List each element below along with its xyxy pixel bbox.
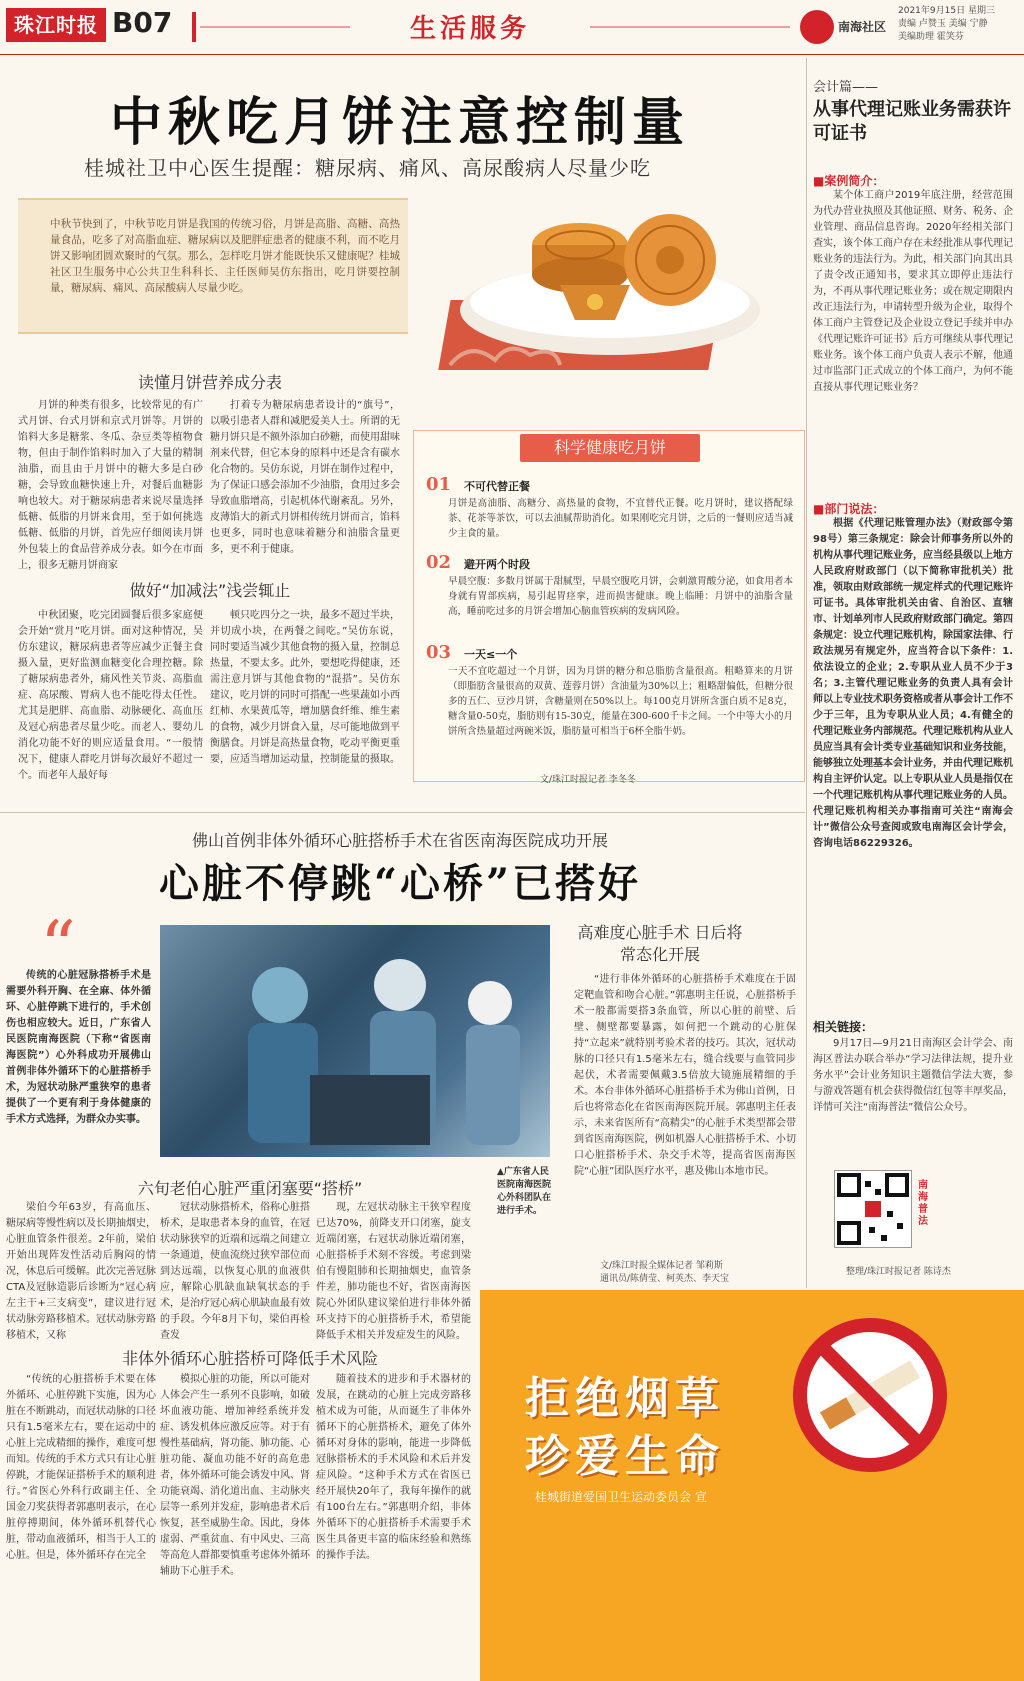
case-heading: 六旬老伯心脏严重闭塞要“搭桥”: [137, 1179, 363, 1198]
mooncake-icon: [624, 214, 716, 306]
assistant-credit: 美编助理 霍笑芬: [898, 32, 964, 42]
tip-body: 早晨空腹：多数月饼属于甜腻型，早晨空腹吃月饼，会刺激胃酸分泌，如食用者本身就有胃部疾病，易引起胃痉挛，进而损害健康。晚上临睡：月饼中的油脂含量高，睡前吃过多的月饼会增加心脑血管疾病的发病风险。: [448, 576, 793, 617]
addition-heading: 做好“加减法”浅尝辄止: [129, 581, 291, 600]
photo-caption: ▲广东省人民医院南海医院心外科团队在进行手术。: [497, 1167, 552, 1216]
intro-text: 中秋节快到了，中秋节吃月饼是我国的传统习俗，月饼是高脂、高糖、高热量食品，吃多了对高脂血症、糖尿病以及肥胖症患者的健康不利，而不吃月饼又影响团圆欢聚时的气氛。那么，怎样吃月饼才能既快乐又健康呢？桂城社区卫生服务中心公共卫生科科长、主任医师吴仿东指出，吃月饼要控制量，糖尿病、痛风、高尿酸病人尽量少吃。: [50, 218, 400, 294]
surgeons-image-icon: [160, 925, 550, 1157]
ad-slogan-line-2: 珍爱生命: [525, 1431, 725, 1482]
surgery-photo: [160, 925, 550, 1157]
sidebar-dept-text: 根据《代理记账管理办法》（财政部令第98号）第三条规定：除会计师事务所以外的机构从事代理记账业务，应当经县级以上地方人民政府财政部门（以下简称审批机关）批准，领取由财政部统一规定样式的代理记账许可证书。具体审批机关由省、自治区、直辖市、计划单列市人民政府财政部门确定。第四条规定：设立代理记账机构，除国家法律、行政法规另有规定外，应当符合以下条件：1.依法设立的企业；2.专职从业人员不少于3名；3.主管代理记账业务的负责人具有会计师以上专业技术职务资格或者从事会计工作不少于三年，且为专职从业人员；4.有健全的代理记账业务内部规范。代理记账机构从业人员应当具有会计类专业基础知识和业务技能，能够独立处理基本会计业务，并由代理记账机构自主评价认定。以上专职从业人员是指仅在一个代理记账机构从事代理记账业务的人员。代理记账机构相关办事指南可关注“南海会计”微信公众号查阅或致电南海区会计学会，咨询电话86229326。: [813, 518, 1013, 849]
addition-col-2: 顿只吃四分之一块，最多不超过半块，并切成小块，在两餐之间吃。”吴仿东说，同时要适当减少其他食物的摄入量，控制总热量，不要太多。此外，要想吃得健康，还需注意月饼与其他食物的“混搭”。吴仿东建议，吃月饼的同时可搭配一些果蔬如小西红柿、水果黄瓜等，增加膳食纤维、维生素的食物，减少月饼食入量，尽可能地做到平衡膳食。月饼是高热量食物，吃动平衡更重要，应适当增加运动量，控制能量的摄取。: [210, 610, 400, 765]
risk-heading: 非体外循环心脏搭桥可降低手术风险: [121, 1349, 378, 1368]
section-rule-right: [590, 26, 790, 28]
mooncake-illustration: [440, 190, 770, 390]
masthead: [0, 0, 1024, 52]
tip-body: 月饼是高油脂、高糖分、高热量的食物，不宜替代正餐。吃月饼时，建议搭配绿茶、花茶等茶饮，可以去油腻帮助消化。如果刚吃完月饼，之后的一餐则应适当减少主食的量。: [448, 498, 793, 539]
tip-body: 一天不宜吃超过一个月饼，因为月饼的糖分和总脂肪含量很高。粗略算来的月饼（即脂肪含量很高的双黄、莲蓉月饼）含油量为30%以上；粗略甜偏低，但糖分很多的五仁、豆沙月饼，含糖量则在50%以上。每100克月饼所含蛋白质不足8克，糖含量0-50克，脂肪则有15-30克，能量在300-600千卡之间。一个中等大小的月饼所含热量超过两碗米饭，脂肪量可相当于6杯全脂牛奶。: [448, 666, 793, 737]
tip-number: 01: [426, 474, 452, 495]
section-divider: [0, 812, 805, 813]
future-heading: 高难度心脏手术 日后将常态化开展: [577, 923, 743, 964]
editor-credit: 责编 卢赞玉 美编 宁静: [898, 19, 988, 29]
tip-title: 避开两个时段: [464, 558, 530, 571]
link-label: 相关链接：: [813, 1020, 874, 1034]
section-title: 生活服务: [409, 14, 530, 44]
case-col-1: 梁伯今年63岁，有高血压、糖尿病等慢性病以及长期抽烟史，心脏血管条件很差。2年前，梁伯开始出现阵发性活动后胸闷的情况，休息后可缓解。此次完善冠脉CTA及冠脉造影后诊断为“冠心病左主干+三支病变”，建议进行冠状动脉旁路移植术。冠状动脉旁路移植术，又称: [6, 1202, 156, 1341]
masthead-rule: [0, 54, 1024, 55]
case-col-2: 冠状动脉搭桥术，俗称心脏搭桥术，是取患者本身的血管，在冠状动脉狭窄的近端和远端之间建立一条通道，使血流绕过狭窄部位而到达远端，以恢复心肌的血液供应，解除心肌缺血缺氧状态的手术，是治疗冠心病心肌缺血最有效的手段。今年8月下旬，梁伯再检查发: [160, 1202, 310, 1341]
risk-col-2: 模拟心脏的功能，所以可能对人体会产生一系列不良影响，如破坏血液功能、增加神经系统并发症、诱发机体应激反应等。对于有慢性基础病，肾功能、肺功能、心脏功能、凝血功能不好的高危患者，体外循环可能会诱发中风、肾功能衰竭、消化道出血、主动脉夹层等一系列并发症，影响患者术后恢复，甚至威胁生命。因此，身体虚弱、严重贫血、有中风史、三高等高危人群都要慎重考虑体外循环辅助下心脏手术。: [160, 1374, 310, 1577]
mooncake-subhead: 桂城社卫中心医生提醒：糖尿病、痛风、高尿酸病人尽量少吃: [84, 156, 651, 180]
page-number-divider: [192, 12, 196, 42]
sidebar-byline: 整理/珠江时报记者 陈诗杰: [846, 1267, 951, 1277]
nutrition-col-1: 月饼的种类有很多，比较常见的有广式月饼、台式月饼和京式月饼等。月饼的馅料大多是糖浆、冬瓜、杂豆类等植物食物，但由于制作馅料时加入了大量的精制油脂，而且由于月饼中的糖大多是白砂糖，会导致血糖快速上升，对餐后血糖影响也较大。对于糖尿病患者来说尽量选择低糖、低脂的月饼来食用，至于如何挑选低糖、低脂的月饼，首先应仔细阅读月饼外包装上的食品营养成分表。如今在市面上，很多无糖月饼商家: [18, 400, 203, 571]
mooncake-icon: [532, 223, 628, 293]
sidebar-kicker: 会计篇——: [813, 80, 879, 95]
quote-mark-icon: “: [40, 906, 76, 988]
newspaper-logo: 珠江时报: [6, 8, 106, 42]
future-text: “进行非体外循环的心脏搭桥手术难度在于固定靶血管和吻合心脏。”郭惠明主任说，心脏搭桥手术一般都需要搭3条血管，所以心脏的前壁、后壁、侧壁都要暴露，如何把一个跳动的心脏保持“立起来”就特别考验术者的技巧。其次，冠状动脉的口径只有1.5毫米左右，缝合线要与血管同步起伏，术者需要佩戴3.5倍放大镜施展精细的手术。本台非体外循环心脏搭桥手术为佛山首例，日后也将常态化在省医南海医院开展。郭惠明主任表示，未来省医所有“高精尖”的心脏手术类型都会带到省医南海医院，例如机器人心脏搭桥手术、小切口心脏搭桥手术、杂交手术等，提高省医南海医院“心脏”团队医疗水平，惠及佛山本地市民。: [574, 974, 796, 1177]
mooncake-headline: 中秋吃月饼注意控制量: [110, 92, 691, 153]
tip-number: 02: [426, 552, 452, 573]
risk-col-3: 随着技术的进步和手术器材的发展，在跳动的心脏上完成旁路移植术成为可能，从而诞生了非体外循环下的心脏搭桥术，避免了体外循环对身体的影响，能进一步降低冠脉搭桥术的手术风险和术后并发症风险。“这种手术方式在省医已经开展快20年了，我每年操作的就有100台左右。”郭惠明介绍，非体外循环下的心脏搭桥手术需要手术医生具备更丰富的临床经验和熟练的操作手法。: [316, 1374, 471, 1561]
heart-byline-2: 通讯员/陈倩莹、柯英杰、李天宝: [600, 1274, 730, 1284]
heart-headline: 心脏不停跳“心桥”已搭好: [158, 860, 641, 907]
dept-label: ■部门说法：: [813, 502, 885, 516]
mooncake-byline: 文/珠江时报记者 李冬冬: [540, 775, 636, 785]
issue-date: 2021年9月15日 星期三: [898, 6, 995, 16]
sidebar-case-text: 某个体工商户2019年底注册，经营范围为代办营业执照及其他证照、财务、税务、企业管理、商品信息咨询。2020年经相关部门查实，该个体工商户存在未经批准从事代理记账业务的违法行为。为此，相关部门向其出具了责令改正通知书，要求其立即停止违法行为，不再从事代理记账业务；或在规定期限内改正违法行为，申请转型升级为企业，取得个体工商户主管登记及企业设立登记手续并申办《代理记账许可证书》后方可继续从事代理记账业务。该个体工商户负责人表示不解，他通过市监部门正式成立的个体工商户，为何不能直接从事代理记账业务？: [813, 190, 1013, 393]
sidebar-title: 从事代理记账业务需获许可证书: [813, 99, 1011, 144]
brand-logo-icon: [800, 10, 834, 44]
heart-byline-1: 文/珠江时报全媒体记者 邹莉斯: [600, 1261, 723, 1271]
heart-kicker: 佛山首例非体外循环心脏搭桥手术在省医南海医院成功开展: [191, 831, 608, 850]
nutrition-col-2: 打着专为糖尿病患者设计的“旗号”，以吸引患者人群和减肥爱美人士。所谓的无糖月饼只是不额外添加白砂糖，而使用甜味剂来代替，但它本身的原料中还是含有碳水化合物的。吴仿东说，月饼在制作过程中，为了保证口感会添加不少油脂，食用过多会导致血脂增高，引起机体代谢紊乱。另外，皮薄馅大的新式月饼相传统月饼而言，馅料也更多，同时也意味着糖分和油脂含量更多，更不利于健康。: [210, 400, 400, 555]
addition-col-1: 中秋团聚，吃完团圆餐后很多家庭便会开始“赏月”吃月饼。面对这种情况，吴仿东建议，糖尿病患者等应减少正餐主食摄入量，更好监测血糖变化合理控糖。除了糖尿病患者外，痛风性关节炎、高脂血症、高尿酸、胃病人也不能吃得太任性。尤其是肥胖、高血脂、动脉硬化、高血压及冠心病患者尽量少吃。而老人、婴幼儿消化功能不好的则应适量食用。“一般情况下，健康人群吃月饼每次最好不超过一个。而老年人最好每: [18, 610, 203, 781]
page-number: B07: [112, 6, 173, 39]
nutrition-heading: 读懂月饼营养成分表: [137, 373, 282, 392]
sidebar-divider: [806, 58, 807, 1288]
case-label: ■案例简介：: [813, 174, 885, 188]
ad-sponsor: 桂城街道爱国卫生运动委员会 宣: [535, 1490, 707, 1504]
science-tips-title: 科学健康吃月饼: [520, 434, 700, 462]
tip-title: 不可代替正餐: [464, 480, 530, 493]
section-rule-left: [200, 26, 350, 28]
tip-title: 一天≤一个: [464, 648, 518, 661]
risk-col-1: “传统的心脏搭桥手术要在体外循环、心脏停跳下实施，因为心脏在不断跳动，而冠状动脉的口径只有1.5毫米左右，要在运动中的心脏上完成精细的操作，难度可想而知。传统的手术方式只有让心脏停跳，才能保证搭桥手术的顺利进行。”省医心外科行政副主任、全国金刀奖获得者郭惠明表示，在心脏停搏期间，体外循环机替代心脏，带动血液循环，相当于人工的心脏。但是，体外循环存在完全: [6, 1374, 156, 1561]
no-smoking-sign-icon: [790, 1315, 950, 1475]
qr-code-icon[interactable]: [834, 1170, 912, 1248]
ad-slogan-line-1: 拒绝烟草: [525, 1373, 725, 1424]
brand-name: 南海社区: [838, 20, 887, 34]
case-col-3: 现，左冠状动脉主干狭窄程度已达70%，前降支开口闭塞，旋支近端闭塞，右冠状动脉近端闭塞，心脏搭桥手术刻不容缓。考虑到梁伯有慢阻肺和长期抽烟史，血管条件差，肺功能也不好，省医南海医院心外团队建议梁伯进行非体外循环支持下的心脏搭桥手术，希望能降低手术相关并发症发生的风险。: [316, 1202, 471, 1341]
tip-number: 03: [426, 642, 452, 663]
sidebar-link-text: 9月17日—9月21日南海区会计学会、南海区普法办联合举办“学习法律法规，提升业务水平”会计业务知识主题微信学法大赛，参与游戏答题有机会获得微信红包等丰厚奖品，详情可关注“南海普法”微信公众号。: [813, 1038, 1013, 1113]
heart-lead: 传统的心脏冠脉搭桥手术是需要外科开胸、在全麻、体外循环、心脏停跳下进行的，手术创伤也相应较大。近日，广东省人民医院南海医院（下称“省医南海医院”）心外科成功开展佛山首例非体外循环下的心脏搭桥手术，为冠状动脉严重狭窄的患者提供了一个更有利于身体健康的手术方式选择，为群众办实事。: [6, 970, 151, 1125]
qr-label: 南海普法: [918, 1180, 928, 1227]
